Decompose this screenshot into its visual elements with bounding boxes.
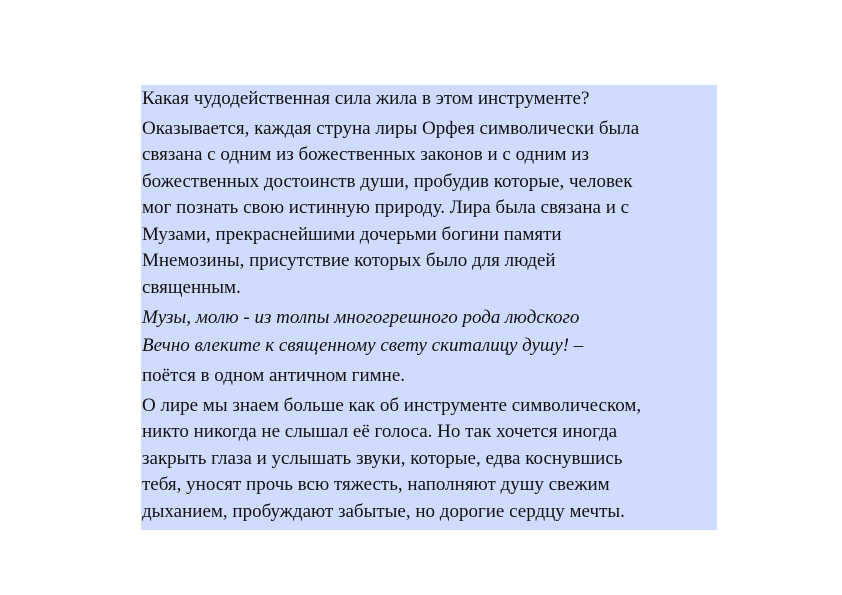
poem-line: Вечно влеките к священному свету скиталицу душу! [142,335,570,356]
paragraph-line: закрыть глаза и услышать звуки, которые, едва коснувшись [142,447,623,469]
paragraph-line: божественных достоинств души, пробудив которые, человек [142,170,633,192]
paragraph-line: Оказывается, каждая струна лиры Орфея символически была [142,117,640,139]
text-block [141,85,717,530]
paragraph-lyre-sound [142,393,717,526]
question-heading [142,86,717,113]
attribution-line: поётся в одном античном гимне. [142,365,406,386]
paragraph-line: Мнемозины, присутствие которых было для людей [142,250,556,271]
paragraph-line: дыханием, пробуждают забытые, но дорогие сердцу мечты. [142,500,625,522]
paragraph-line: связана с одним из божественных законов и с одним из [142,144,589,165]
paragraph-line: О лире мы знаем больше как об инструменте символическом, [142,394,642,416]
paragraph-line: никто никогда не слышал её голоса. Но так хочется иногда [142,421,618,442]
poem-quote [142,304,717,360]
paragraph-line: Музами, прекраснейшими дочерьми богини памяти [142,223,562,245]
poem-dash: – [569,335,584,356]
paragraph-line: тебя, уносят прочь всю тяжесть, наполняют душу свежим [142,474,610,495]
poem-attribution [142,363,717,390]
paragraph-line: священным. [142,276,241,298]
poem-line-with-dash [142,332,717,360]
question-line: Какая чудодейственная сила жила в этом инструменте? [142,88,590,109]
paragraph-orpheus-lyre [142,116,717,302]
paragraph-line: мог познать свою истинную природу. Лира была связана и с [142,197,630,218]
poem-line: Музы, молю - из толпы многогрешного рода людского [142,307,580,328]
